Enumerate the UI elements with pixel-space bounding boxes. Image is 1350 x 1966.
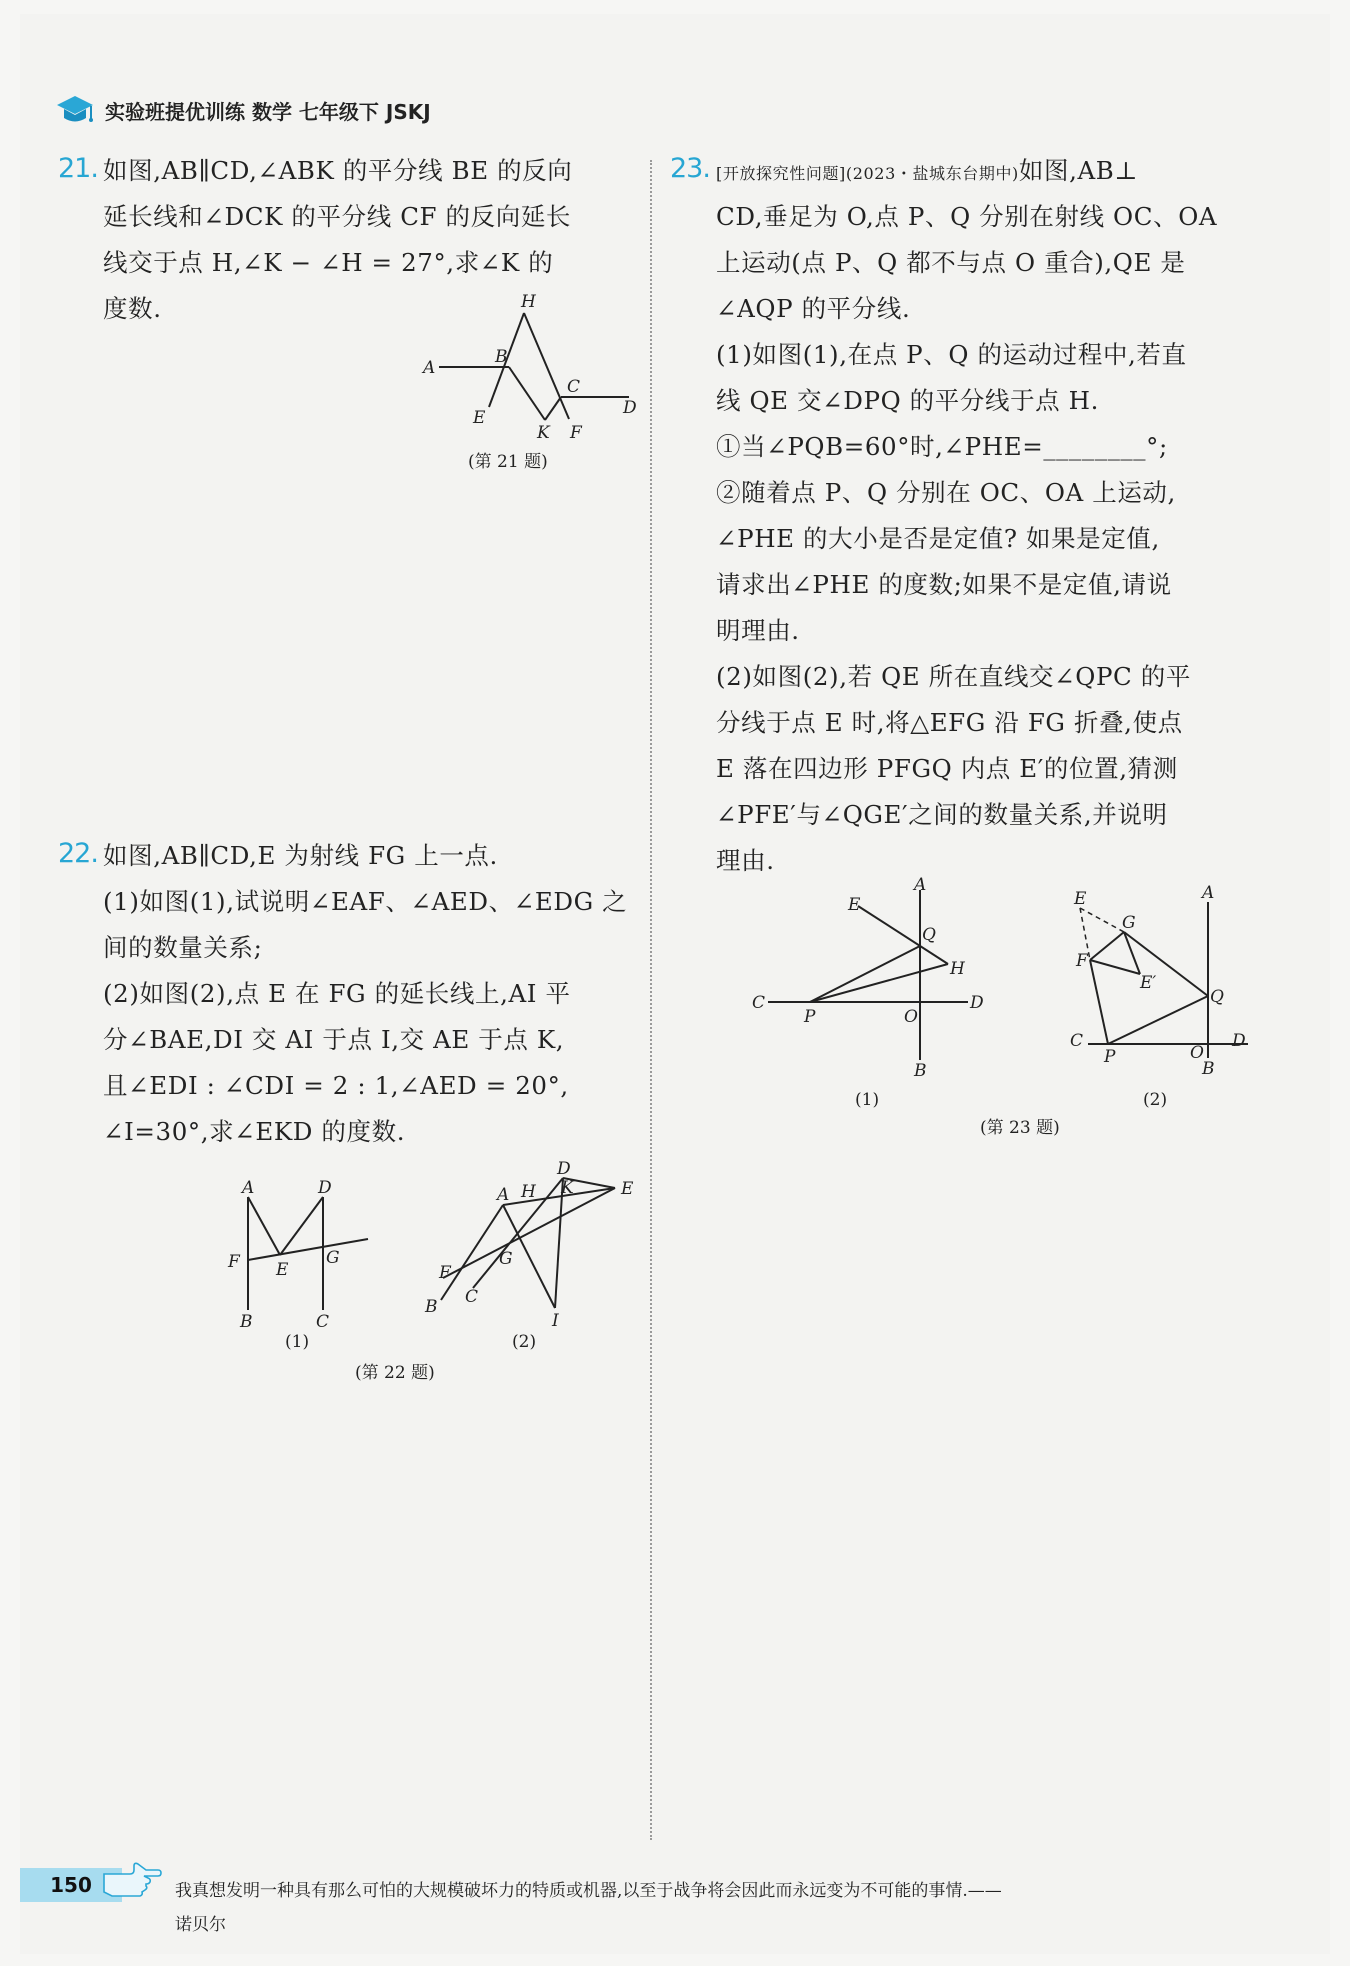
q22-line: 分∠BAE,DI 交 AI 于点 I,交 AE 于点 K, bbox=[103, 1025, 565, 1054]
q23-line: E 落在四边形 PFGQ 内点 E′的位置,猜测 bbox=[716, 754, 1178, 783]
q23-line: ②随着点 P、Q 分别在 OC、OA 上运动, bbox=[716, 478, 1176, 507]
q23-sub2: (2) bbox=[1143, 1090, 1168, 1110]
q22-f1-label-e: E bbox=[276, 1260, 289, 1280]
q23-number: 23. bbox=[670, 153, 710, 184]
q22-line: ∠I=30°,求∠EKD 的度数. bbox=[103, 1117, 406, 1146]
q23-line: 理由. bbox=[716, 846, 775, 875]
q22-f2-label-a: A bbox=[497, 1185, 510, 1205]
page-number: 150 bbox=[20, 1868, 122, 1902]
footer-quote-line2: 诺贝尔 bbox=[175, 1915, 226, 1935]
q23-line: 线 QE 交∠DPQ 的平分线于点 H. bbox=[716, 386, 1100, 415]
q23-f2-label-g: G bbox=[1122, 913, 1136, 933]
q21-label-f: F bbox=[570, 423, 582, 443]
q22-f2-label-f: F bbox=[439, 1263, 451, 1283]
q23-f1-label-h: H bbox=[950, 959, 965, 979]
q23-f1-label-e: E bbox=[848, 895, 861, 915]
q22-f2-label-g: G bbox=[499, 1249, 513, 1269]
q22-figure-1 bbox=[218, 1175, 378, 1335]
q22-f1-label-g: G bbox=[326, 1248, 340, 1268]
q23-f1-label-c: C bbox=[752, 993, 766, 1013]
q22-f2-label-b: B bbox=[425, 1297, 438, 1317]
q23-f2-label-o: O bbox=[1190, 1043, 1204, 1063]
q22-line: 且∠EDI : ∠CDI = 2 : 1,∠AED = 20°, bbox=[103, 1071, 569, 1100]
q21-line: 线交于点 H,∠K − ∠H = 27°,求∠K 的 bbox=[103, 248, 554, 277]
q21-line: 延长线和∠DCK 的平分线 CF 的反向延长 bbox=[103, 202, 572, 231]
q23-f2-label-a: A bbox=[1202, 883, 1215, 903]
q23-f1-label-a: A bbox=[914, 875, 927, 895]
q21-line: 如图,AB∥CD,∠ABK 的平分线 BE 的反向 bbox=[103, 156, 573, 185]
q23-f2-label-f: F bbox=[1076, 951, 1088, 971]
q23-f1-label-q: Q bbox=[922, 925, 936, 945]
q23-line: ∠PHE 的大小是否是定值? 如果是定值, bbox=[716, 524, 1160, 553]
column-divider bbox=[650, 160, 652, 1840]
q22-line: (2)如图(2),点 E 在 FG 的延长线上,AI 平 bbox=[103, 979, 571, 1008]
graduation-cap-icon bbox=[55, 93, 95, 127]
q23-f1-label-o: O bbox=[904, 1007, 918, 1027]
q21-label-a: A bbox=[423, 358, 436, 378]
q22-f2-label-k: K bbox=[561, 1178, 574, 1198]
q23-f2-label-e-prime: E′ bbox=[1140, 973, 1157, 993]
q22-figure-2 bbox=[415, 1160, 645, 1335]
pointing-hand-icon bbox=[100, 1854, 162, 1902]
q22-f1-label-a: A bbox=[242, 1178, 255, 1198]
q23-line-0-rest: 如图,AB⊥ bbox=[1018, 156, 1139, 185]
q21-figure bbox=[415, 285, 645, 455]
q23-line: 明理由. bbox=[716, 616, 800, 645]
q21-label-e: E bbox=[473, 408, 486, 428]
q23-f2-label-d: D bbox=[1232, 1031, 1246, 1051]
q23-line: ∠AQP 的平分线. bbox=[716, 294, 911, 323]
q21-line: 度数. bbox=[103, 294, 162, 323]
q22-f1-label-c: C bbox=[316, 1312, 330, 1332]
q23-f2-label-c: C bbox=[1070, 1031, 1084, 1051]
q21-label-k: K bbox=[537, 423, 550, 443]
q23-sub1: (1) bbox=[855, 1090, 880, 1110]
q22-sub2: (2) bbox=[512, 1332, 537, 1352]
q23-caption: (第 23 题) bbox=[980, 1118, 1060, 1138]
header bbox=[55, 95, 431, 125]
q21-caption: (第 21 题) bbox=[468, 452, 548, 472]
q21-number: 21. bbox=[58, 153, 98, 184]
q22-line: 间的数量关系; bbox=[103, 933, 263, 962]
footer-quote-line1: 我真想发明一种具有那么可怕的大规模破坏力的特质或机器,以至于战争将会因此而永远变为不可能的事情.—— bbox=[175, 1881, 1002, 1901]
q23-line: (2)如图(2),若 QE 所在直线交∠QPC 的平 bbox=[716, 662, 1191, 691]
q22-f2-label-h: H bbox=[521, 1182, 536, 1202]
q23-f2-label-b: B bbox=[1202, 1059, 1215, 1079]
q23-line: 分线于点 E 时,将△EFG 沿 FG 折叠,使点 bbox=[716, 708, 1183, 737]
q22-f2-label-c: C bbox=[465, 1287, 479, 1307]
q22-caption: (第 22 题) bbox=[355, 1363, 435, 1383]
q22-line: 如图,AB∥CD,E 为射线 FG 上一点. bbox=[103, 841, 498, 870]
q22-f1-label-d: D bbox=[318, 1178, 332, 1198]
q22-line: (1)如图(1),试说明∠EAF、∠AED、∠EDG 之 bbox=[103, 887, 628, 916]
q21-label-b: B bbox=[495, 347, 508, 367]
q23-f2-label-e: E bbox=[1074, 889, 1087, 909]
q22-sub1: (1) bbox=[285, 1332, 310, 1352]
q23-f1-label-b: B bbox=[914, 1061, 927, 1081]
q22-f1-label-f: F bbox=[228, 1252, 240, 1272]
q23-f2-label-q: Q bbox=[1210, 987, 1224, 1007]
q22-f1-label-b: B bbox=[240, 1312, 253, 1332]
q23-figure-1 bbox=[748, 870, 998, 1085]
q23-line: CD,垂足为 O,点 P、Q 分别在射线 OC、OA bbox=[716, 202, 1218, 231]
q21-label-h: H bbox=[521, 292, 536, 312]
q22-f2-label-e: E bbox=[621, 1179, 634, 1199]
header-title: 实验班提优训练 数学 七年级下 JSKJ bbox=[105, 99, 431, 124]
q23-line-0 bbox=[716, 148, 1138, 196]
q22-f2-label-i: I bbox=[552, 1311, 559, 1331]
q21-label-d: D bbox=[623, 398, 637, 418]
q23-figure-2 bbox=[1068, 876, 1268, 1086]
q23-f1-label-d: D bbox=[970, 993, 984, 1013]
q22-f2-label-d: D bbox=[557, 1160, 571, 1179]
q23-f1-label-p: P bbox=[804, 1007, 816, 1027]
q23-line: (1)如图(1),在点 P、Q 的运动过程中,若直 bbox=[716, 340, 1187, 369]
q23-line: ①当∠PQB=60°时,∠PHE=________°; bbox=[716, 432, 1168, 461]
q23-line: 请求出∠PHE 的度数;如果不是定值,请说 bbox=[716, 570, 1172, 599]
q23-f2-label-p: P bbox=[1104, 1047, 1116, 1067]
q21-label-c: C bbox=[567, 377, 581, 397]
q23-line: ∠PFE′与∠QGE′之间的数量关系,并说明 bbox=[716, 800, 1168, 829]
q22-number: 22. bbox=[58, 838, 98, 869]
q23-line: 上运动(点 P、Q 都不与点 O 重合),QE 是 bbox=[716, 248, 1186, 277]
q23-tag: [开放探究性问题](2023・盐城东台期中) bbox=[716, 164, 1019, 183]
